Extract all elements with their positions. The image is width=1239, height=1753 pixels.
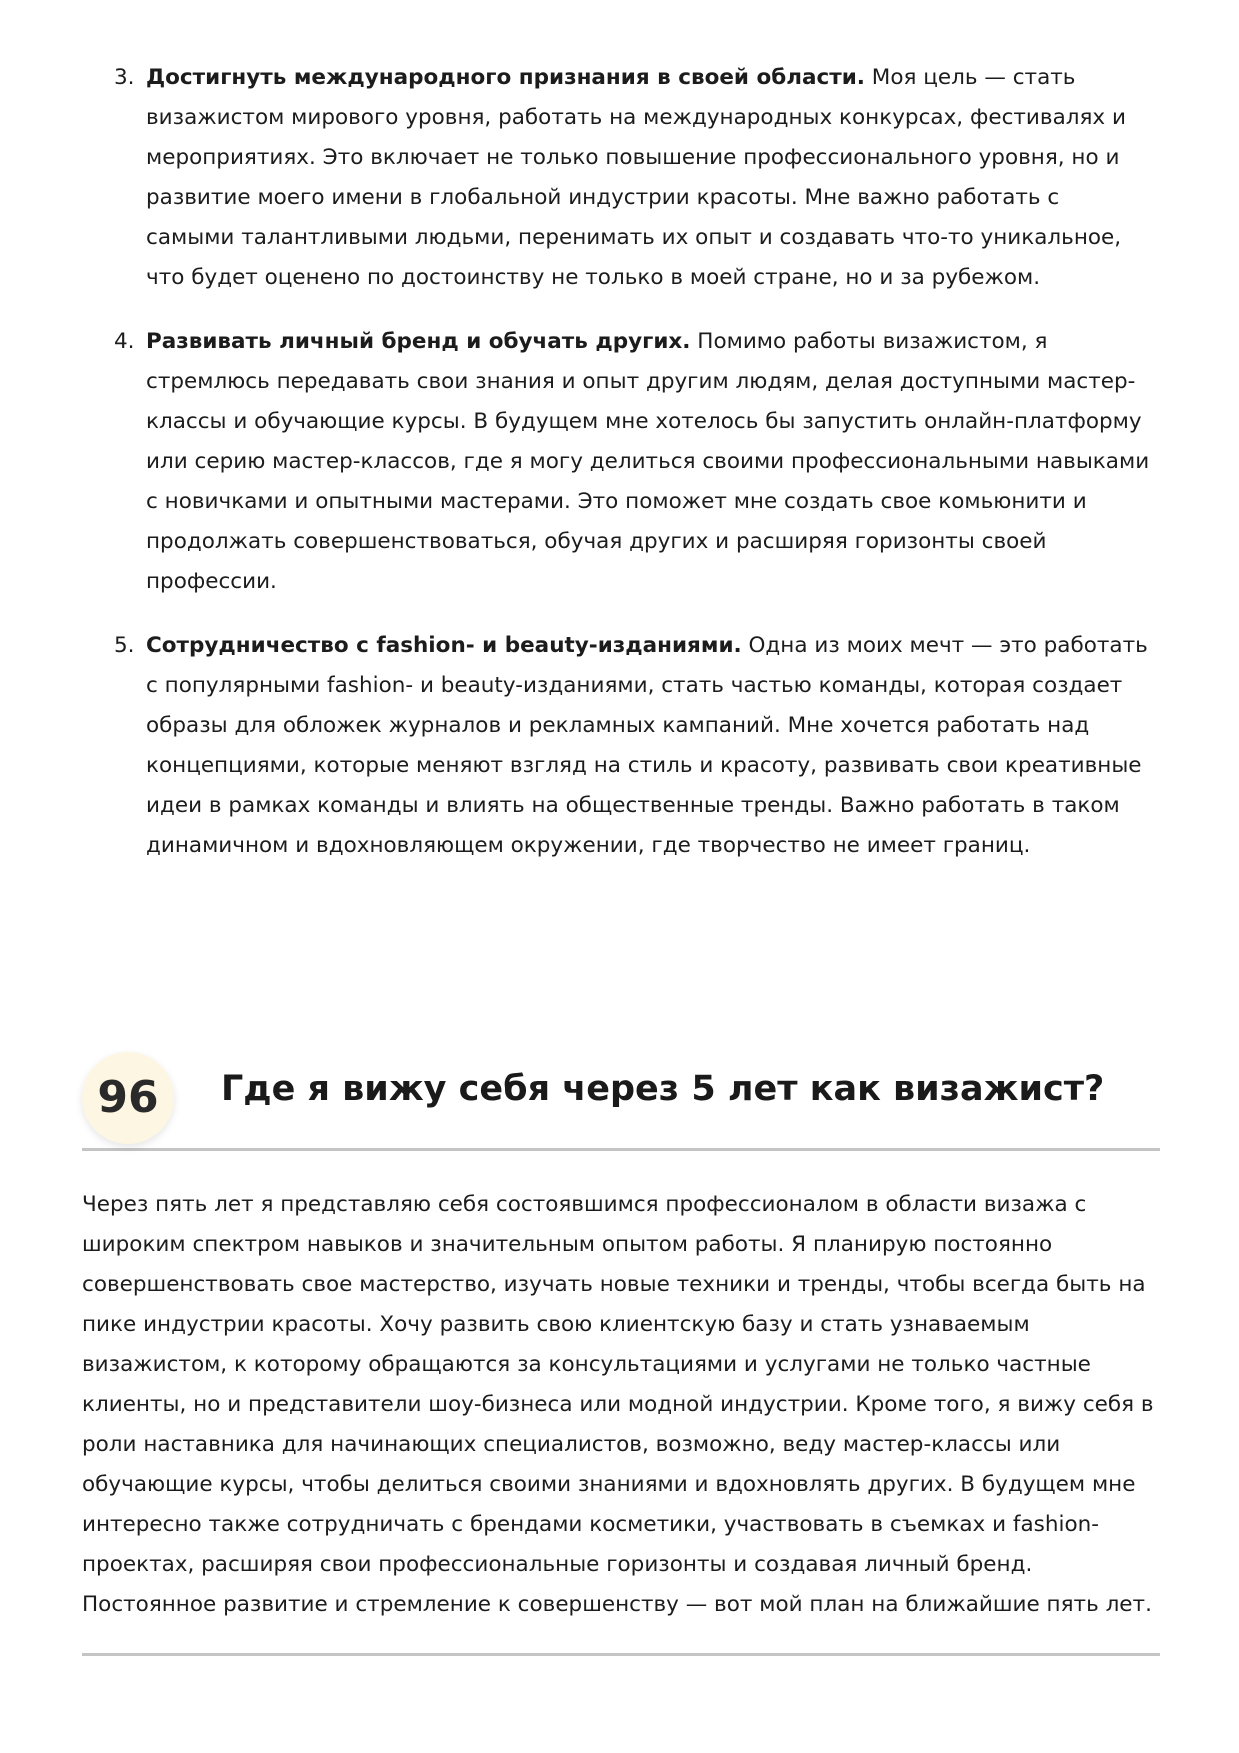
question-section <box>82 1040 1160 1656</box>
section-body: Через пять лет я представляю себя состоявшимся профессионалом в области визажа с широким спектром навыков и значительным опытом работы. Я планирую постоянно совершенствовать свое мастерство, изучать новые техники и тренды, чтобы всегда быть на пике индустрии красоты. Хочу развить свою клиентскую базу и стать узнаваемым визажистом, к которому обращаются за консультациями и услугами не только частные клиенты, но и представители шоу-бизнеса или модной индустрии. Кроме того, я вижу себя в роли наставника для начинающих специалистов, возможно, веду мастер-классы или обучающие курсы, чтобы делиться своими знаниями и вдохновлять других. В будущем мне интересно также сотрудничать с брендами косметики, участвовать в съемках и fashion-проектах, расширяя свои профессиональные горизонты и создавая личный бренд. Постоянное развитие и стремление к совершенству — вот мой план на ближайшие пять лет. <box>82 1192 1154 1617</box>
list-item <box>114 58 1154 298</box>
section-header <box>82 1040 1160 1148</box>
heading-divider <box>82 1148 1160 1151</box>
list-item-title: Достигнуть международного признания в своей области. <box>146 65 865 90</box>
list-item-title: Сотрудничество с fashion- и beauty-изданиями. <box>146 633 742 658</box>
goals-list <box>114 58 1154 890</box>
list-item-number: 3. <box>114 65 135 90</box>
bottom-divider <box>82 1653 1160 1656</box>
list-item-text: Моя цель — стать визажистом мирового уровня, работать на международных конкурсах, фестивалях и мероприятиях. Это включает не только повышение профессионального уровня, но и развитие моего имени в глобальной индустрии красоты. Мне важно работать с самыми талантливыми людьми, перенимать их опыт и создавать что-то уникальное, что будет оценено по достоинству не только в моей стране, но и за рубежом. <box>146 65 1126 290</box>
section-heading: Где я вижу себя через 5 лет как визажист? <box>221 1069 1105 1109</box>
list-item-text: Одна из моих мечт — это работать с популярными fashion- и beauty-изданиями, стать частью команды, которая создает образы для обложек журналов и рекламных кампаний. Мне хочется работать над концепциями, которые меняют взгляд на стиль и красоту, развивать свои креативные идеи в рамках команды и влиять на общественные тренды. Важно работать в таком динамичном и вдохновляющем окружении, где творчество не имеет границ. <box>146 633 1148 858</box>
list-item <box>114 626 1154 866</box>
list-item <box>114 322 1154 602</box>
list-item-title: Развивать личный бренд и обучать других. <box>146 329 691 354</box>
list-item-number: 4. <box>114 329 135 354</box>
list-item-number: 5. <box>114 633 135 658</box>
list-item-text: Помимо работы визажистом, я стремлюсь передавать свои знания и опыт другим людям, делая доступными мастер-классы и обучающие курсы. В будущем мне хотелось бы запустить онлайн-платформу или серию мастер-классов, где я могу делиться своими профессиональными навыками с новичками и опытными мастерами. Это поможет мне создать свое комьюнити и продолжать совершенствоваться, обучая других и расширяя горизонты своей профессии. <box>146 329 1150 594</box>
question-number-badge: 96 <box>82 1052 174 1144</box>
